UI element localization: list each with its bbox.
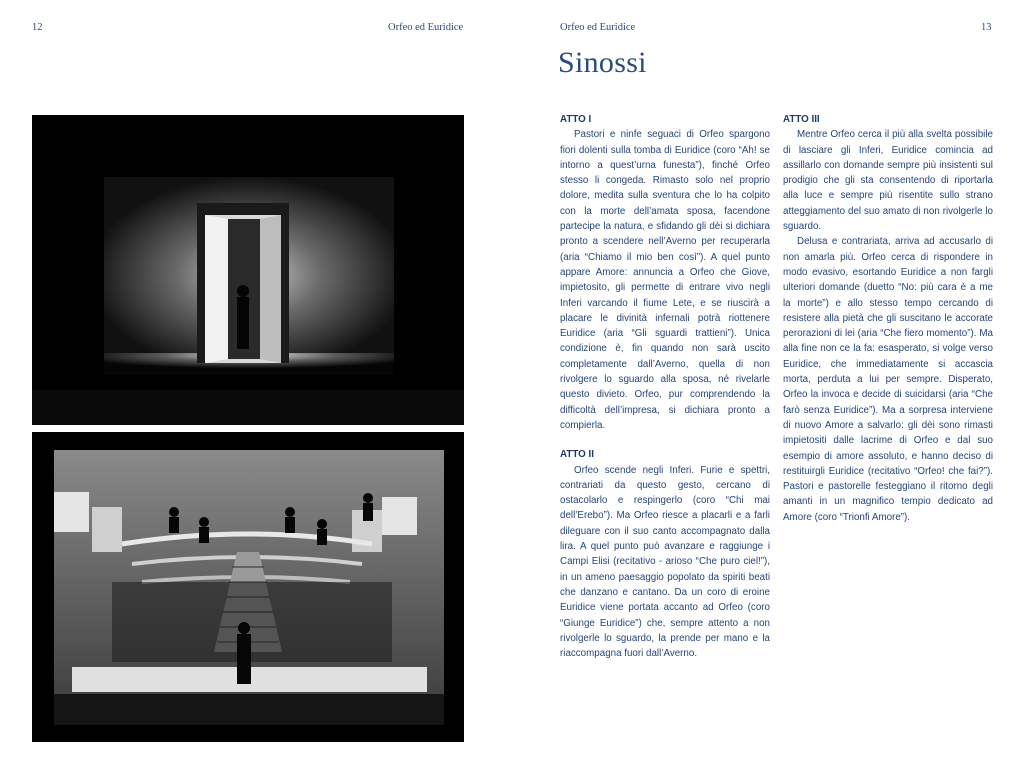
act-paragraph: Pastori e ninfe seguaci di Orfeo spargono fiori dolenti sulla tomba di Euridice (coro “Ah! se intorno a quest’urna funesta”), finché Orfeo stesso li congeda. Rimasto solo nel proprio dolore, medita sulla sventura che lo ha colpito con la morte dell’amata sposa, facendone partecipe la natura, e sfidando gli dèi si dichiara pronto a scendere nell’Averno per recuperarla (aria “Chiamo il mio ben così”). A quel punto appare Amore: annuncia a Orfeo che Giove, impietosito, gli permette di entrare vivo negli Inferi varcando il fiume Lete, e se riuscirà a placare le divinità infernali potrà riottenere Euridice (aria “Gli sguardi trattieni”). Unica condizione è, fin quando non sarà uscito completamente dall’Averno, quella di non rivolgere lo sguardo alla sposa, né rivelarle questo divieto. Orfeo, pur comprendendo la difficoltà dell’impresa, si dichiara pronto a compierla. — [560, 129, 770, 431]
right-page-number: 13 — [981, 22, 992, 33]
stage-photo-staircase — [32, 432, 464, 742]
act-paragraph: Delusa e contrariata, arriva ad accusarlo di non amarla più. Orfeo cerca di rispondere in modo evasivo, esortando Euridice a non fargli ulteriori domande (duetto “No: più cara è a me la morte”) e allo stesso tempo cercando di resistere alla pietà che gli suscitano le accorate perorazioni di lei (aria “Che fiero momento”). Ma alla fine non ce la fa: esasperato, si volge verso Euridice, che immediatamente si accascia morta, perduta a lui per sempre. Disperato, Orfeo la invoca e decide di suicidarsi (aria “Che farò senza Euridice”). Ma a sorpresa interviene di nuovo Amore a salvarlo: gli dèi sono rimasti impietositi dalle lacrime di Orfeo e dal suo esempio di amore assoluto, e hanno deciso di restituirgli Euridice (recitativo “Orfeo! che fai?”). Pastori e pastorelle festeggiano il ritorno degli amanti in un magnifico tempio dedicato ad Amore (coro “Trionfi Amore”). — [783, 236, 993, 523]
right-running-title: Orfeo ed Euridice — [560, 22, 636, 33]
synopsis-column-left — [560, 112, 770, 661]
page-title: Sinossi — [558, 46, 647, 79]
left-page-number: 12 — [32, 22, 43, 33]
act-paragraph: Mentre Orfeo cerca il più alla svelta possibile di lasciare gli Inferi, Euridice comincia ad assillarlo con domande sempre più insistenti sul prodigio che gli sta consentendo di riportarla alla luce e sempre più risentite sullo strano atteggiamento del suo amato di non rivolgerle lo sguardo. — [783, 129, 993, 233]
act-paragraph: Orfeo scende negli Inferi. Furie e spettri, contrariati da questo gesto, cercano di ostacolarlo e respingerlo (coro “Chi mai dell’Erebo”). Ma Orfeo riesce a placarli e a farli dileguare con il suo canto accompagnato dalla lira. A quel punto può avanzare e raggiunge i Campi Elisi (recitativo - arioso “Che puro ciel!”), in un ameno paesaggio popolato da spiriti beati che danzano e cantano. Da un coro di eroine Euridice viene portata accanto ad Orfeo (coro “Giunge Euridice”) che, sempre attento a non rivolgerle lo sguardo, la prende per mano e la riaccompagna fuori dall’Averno. — [560, 464, 770, 660]
left-running-title: Orfeo ed Euridice — [388, 22, 464, 33]
act-heading: ATTO III — [783, 114, 820, 125]
synopsis-column-right — [783, 112, 993, 525]
act-heading: ATTO I — [560, 114, 592, 125]
act-heading: ATTO II — [560, 449, 594, 461]
stage-photo-door — [32, 115, 464, 425]
